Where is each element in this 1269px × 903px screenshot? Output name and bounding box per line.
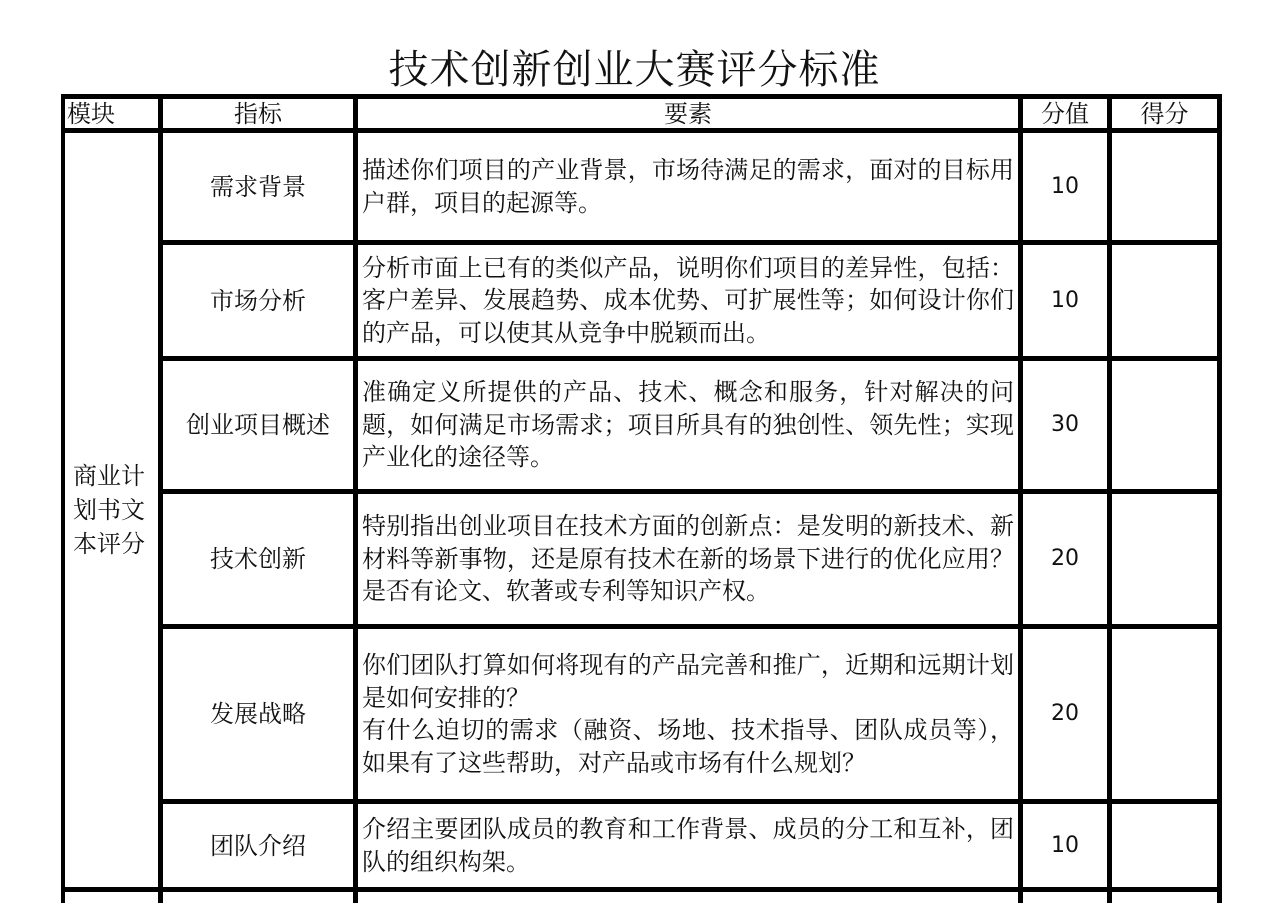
score-cell[interactable] <box>1112 133 1217 240</box>
scoring-table <box>61 94 1222 903</box>
element-cell: 分析市面上已有的类似产品，说明你们项目的差异性，包括：客户差异、发展趋势、成本优势、可扩展性等；如何设计你们的产品，可以使其从竞争中脱颖而出。 <box>362 253 1014 347</box>
points-cell: 30 <box>1051 412 1079 437</box>
header-indicator: 指标 <box>234 100 282 128</box>
module-cell: 商业计划书文本评分 <box>73 462 145 558</box>
header-points: 分值 <box>1041 100 1089 128</box>
score-cell[interactable] <box>1112 494 1217 624</box>
header-element: 要素 <box>664 100 712 128</box>
points-cell: 10 <box>1051 287 1079 313</box>
element-paragraphs <box>362 649 1014 779</box>
element-cell: 介绍主要团队成员的教育和工作背景、成员的分工和互补，团队的组织构架。 <box>362 815 1014 876</box>
element-cell: 描述你们项目的产业背景，市场待满足的需求，面对的目标用户群，项目的起源等。 <box>362 156 1014 217</box>
indicator-cell: 市场分析 <box>210 286 306 315</box>
header-module: 模块 <box>67 100 115 128</box>
element-line: 有什么迫切的需求（融资、场地、技术指导、团队成员等），如果有了这些帮助，对产品或市场有什么规划？ <box>362 716 1014 777</box>
points-cell: 10 <box>1051 832 1079 858</box>
element-cell <box>358 629 1018 799</box>
score-cell[interactable] <box>1112 804 1217 887</box>
indicator-cell: 创业项目概述 <box>186 411 330 439</box>
points-cell: 20 <box>1051 546 1079 571</box>
table-border-right <box>1217 94 1222 903</box>
header-score: 得分 <box>1140 100 1189 128</box>
score-cell[interactable] <box>1112 361 1217 489</box>
score-cell[interactable] <box>1112 629 1217 799</box>
indicator-cell: 技术创新 <box>210 545 306 573</box>
page-title: 技术创新创业大赛评分标准 <box>388 47 881 93</box>
indicator-cell: 发展战略 <box>210 700 306 728</box>
indicator-cell: 需求背景 <box>210 172 306 201</box>
points-cell: 10 <box>1051 173 1079 199</box>
element-cell: 准确定义所提供的产品、技术、概念和服务，针对解决的问题，如何满足市场需求；项目所具有的独创性、领先性；实现产业化的途径等。 <box>362 378 1014 472</box>
element-line: 你们团队打算如何将现有的产品完善和推广，近期和远期计划是如何安排的？ <box>362 651 1014 712</box>
row-divider <box>61 887 1222 892</box>
points-cell: 20 <box>1051 701 1079 726</box>
element-cell: 特别指出创业项目在技术方面的创新点：是发明的新技术、新材料等新事物，还是原有技术在新的场景下进行的优化应用？是否有论文、软著或专利等知识产权。 <box>362 512 1014 606</box>
indicator-cell: 团队介绍 <box>210 831 306 860</box>
score-cell[interactable] <box>1112 245 1217 356</box>
